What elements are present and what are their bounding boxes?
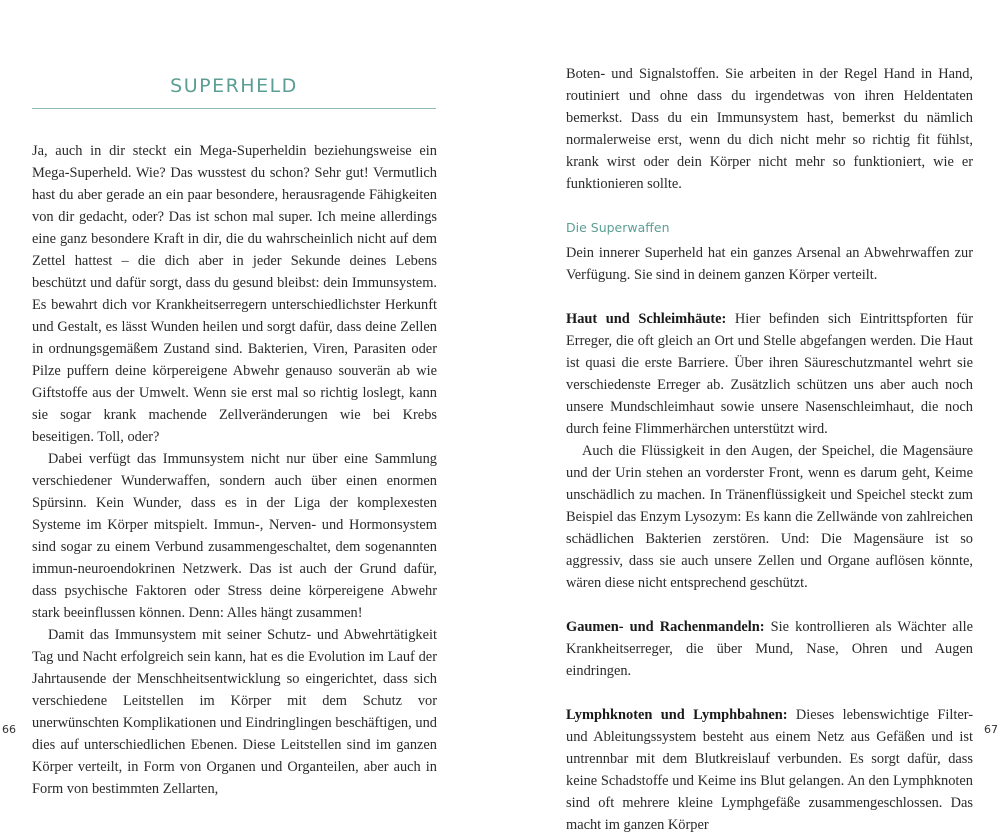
right-page <box>500 0 1000 833</box>
definition-paragraph <box>566 308 973 440</box>
paragraph: Damit das Immunsystem mit seiner Schutz- und Abwehrtätigkeit Tag und Nacht erfolgreich sein kann, hat es die Evolution im Lauf der Jahrtausende der Menschheitsentwicklung so eingerichtet, dass sich verschiedene Leitstellen im Körper mit dem Schutz vor unerwünschten Komplikationen und Eindringlingen beschäftigen, und dies auf unterschiedlichen Ebenen. Diese Leitstellen sind im ganzen Körper verteilt, in Form von Organen und Organteilen, aber auch in Form von bestimmten Zellarten, <box>32 627 437 797</box>
definition-text: Hier befinden sich Eintrittspforten für Erreger, die oft gleich an Ort und Stelle abgefangen werden. Die Haut ist quasi die erste Barriere. Über ihren Säureschutzmantel wehrt sie verschiedenste Erreger ab. Zusätzlich schützen uns aber auch noch unsere Mundschleimhaut sowie unsere Nasenschleimhaut, die noch durch feine Flimmerhärchen unterstützt wird. <box>566 311 973 437</box>
paragraph: Auch die Flüssigkeit in den Augen, der Speichel, die Magensäure und der Urin stehen an vorderster Front, wenn es darum geht, Keime unschädlich zu machen. In Tränenflüssigkeit und Speichel steckt zum Beispiel das Enzym Lysozym: Es kann die Zellwände von zahlreichen schädlichen Bakterien zerstören. Und: Die Magensäure ist so aggressiv, dass sie auch unsere Zellen und Organe auflösen könnte, wären diese nicht entsprechend geschützt. <box>566 443 973 591</box>
left-body <box>32 140 437 800</box>
paragraph: Dabei verfügt das Immunsystem nicht nur über eine Sammlung verschiedener Wunderwaffen, sondern auch über einen enormen Spürsinn. Kein Wunder, dass es in der Liga der komplexesten Systeme im Körper mitspielt. Immun-, Nerven- und Hormonsystem sind sogar zu einem Verbund zusammengeschaltet, dem sogenannten immun-neuroendokrinen Netzwerk. Das ist auch der Grund dafür, dass psychische Faktoren oder Stress deine körpereigene Abwehr stark beeinflussen können. Denn: Alles hängt zusammen! <box>32 451 437 621</box>
right-body <box>566 63 973 836</box>
paragraph: Ja, auch in dir steckt ein Mega-Superheldin beziehungsweise ein Mega-Superheld. Wie? Das wusstest du schon? Sehr gut! Vermutlich hast du aber gerade an ein paar besondere, herausragende Fähigkeiten von dir gedacht, oder? Das ist schon mal super. Ich meine allerdings eine ganz besondere Kraft in dir, die du wahrscheinlich nicht auf dem Zettel hattest – die dich aber in jeder Sekunde deines Lebens beschützt und dafür sorgt, dass du gesund bleibst: dein Immunsystem. Es bewahrt dich vor Krankheitserregern unterschiedlichster Herkunft und Gestalt, es lässt Wunden heilen und sorgt dafür, dass deine Zellen in ordnungsgemäßem Zustand sind. Bakterien, Viren, Parasiten oder Pilze puffern deine körpereigene Abwehr genauso souverän ab wie Giftstoffe aus der Umwelt. Wenn sie erst mal so richtig loslegt, kann sie sogar krank machende Zellveränderungen wie bei Krebs beseitigen. Toll, oder? <box>32 143 437 445</box>
chapter-title: SUPERHELD <box>170 74 298 97</box>
paragraph: Boten- und Signalstoffen. Sie arbeiten in der Regel Hand in Hand, routiniert und ohne dass du irgendetwas von ihren Heldentaten bemerkst. Dass du ein Immunsystem hast, bemerkst du nämlich normalerweise erst, wenn du dich nicht mehr so richtig fit fühlst, krank wirst oder dein Körper nicht mehr so funktioniert, wie er funktionieren sollte. <box>566 66 973 192</box>
section-subheading: Die Superwaffen <box>566 220 670 235</box>
page-number: 67 <box>984 723 998 736</box>
definition-text: Dieses lebenswichtige Filter- und Ableitungssystem besteht aus einem Netz aus Gefäßen und ist untrennbar mit dem Blutkreislauf verbunden. Es sorgt dafür, dass keine Schadstoffe und Keime ins Blut gelangen. An den Lymphknoten sind oft mehrere kleine Lymphgefäße zusammengeschlossen. Das macht im ganzen Körper <box>566 707 974 833</box>
paragraph: Dein innerer Superheld hat ein ganzes Arsenal an Abwehrwaffen zur Verfügung. Sie sind in deinem ganzen Körper verteilt. <box>566 245 973 283</box>
definition-text: Sie kontrollieren als Wächter alle Krankheitserreger, die über Mund, Nase, Ohren und Augen eindringen. <box>566 619 973 679</box>
definition-paragraph <box>566 704 973 836</box>
title-divider <box>32 108 436 109</box>
page-number: 66 <box>2 723 16 736</box>
left-page <box>0 0 500 800</box>
definition-term: Gaumen- und Rachenmandeln: <box>566 619 765 635</box>
definition-paragraph <box>566 616 973 682</box>
definition-term: Lymphknoten und Lymphbahnen: <box>566 707 788 723</box>
definition-term: Haut und Schleimhäute: <box>566 311 727 327</box>
